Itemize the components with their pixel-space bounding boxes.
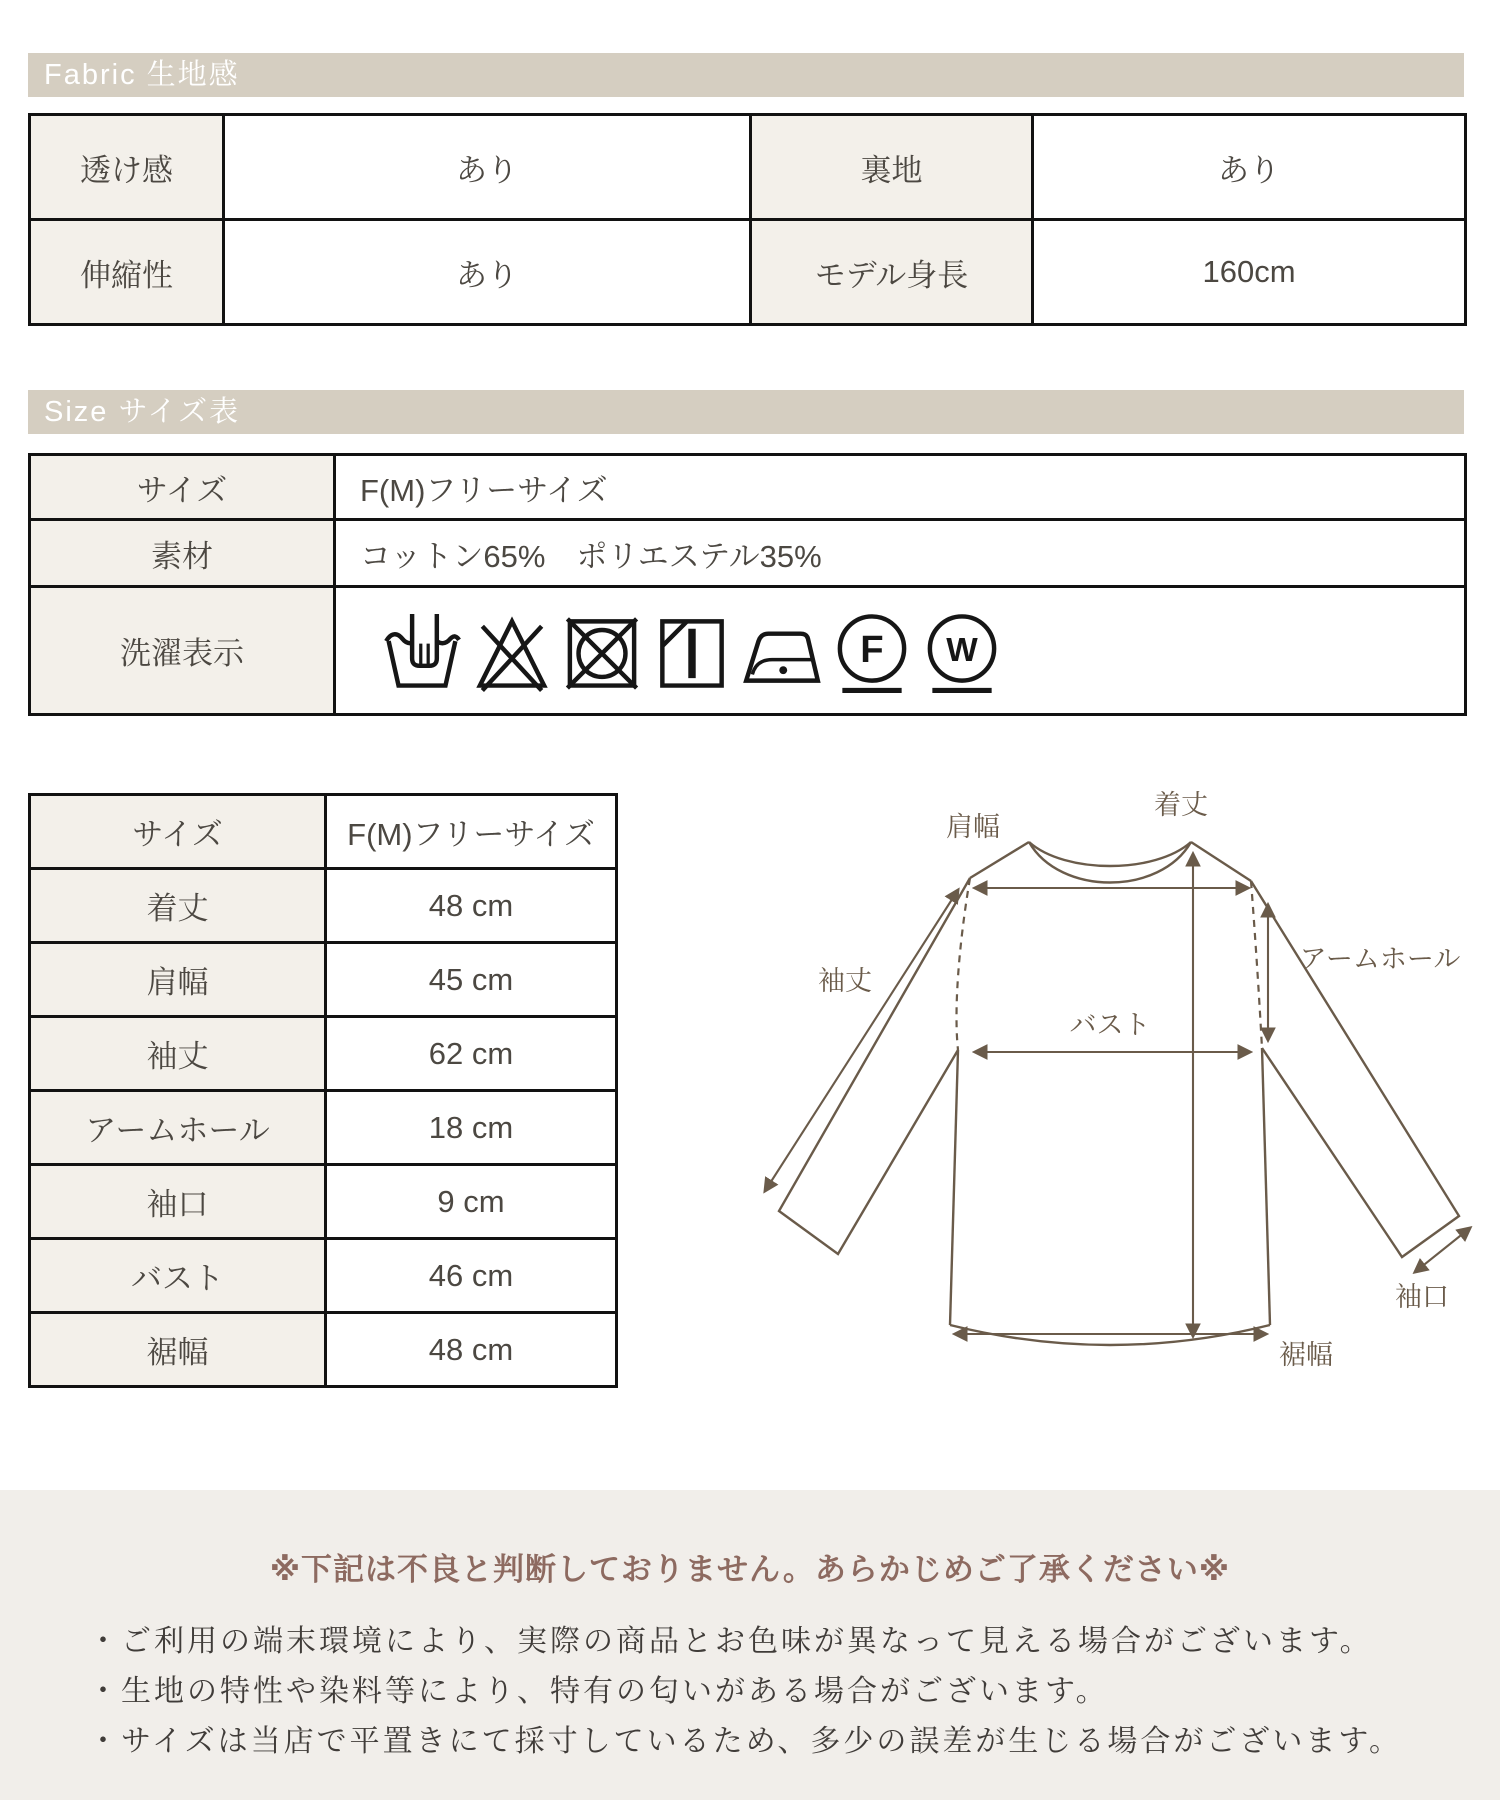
size-info-row <box>30 455 1466 520</box>
body-length-label: 着丈 <box>1154 790 1208 820</box>
measurement-label-cell: 袖口 <box>30 1165 326 1239</box>
measurement-value-cell: 9 cm <box>326 1165 617 1239</box>
measurement-row <box>30 1313 617 1387</box>
disclaimer-item: ・サイズは当店で平置きにて採寸しているため、多少の誤差が生じる場合がございます。 <box>88 1725 1402 1758</box>
measurement-table <box>28 793 618 1388</box>
fabric-table <box>28 113 1467 326</box>
measurement-value-cell: 45 cm <box>326 943 617 1017</box>
measurement-header-row <box>30 795 617 869</box>
measurement-value-cell: 62 cm <box>326 1017 617 1091</box>
measurement-label-cell: 袖丈 <box>30 1017 326 1091</box>
left-armhole-dashed <box>957 878 971 1050</box>
armhole-label: アームホール <box>1299 944 1461 974</box>
fabric-value-cell: あり <box>1033 115 1466 220</box>
sleeve-length-label: 袖丈 <box>818 966 872 996</box>
disclaimer-list <box>0 1617 1500 1767</box>
measurement-row <box>30 1165 617 1239</box>
svg-text:W: W <box>946 631 978 669</box>
garment-measurement-diagram <box>720 780 1490 1390</box>
size-info-label-cell: 素材 <box>30 520 335 587</box>
bust-label: バスト <box>1069 1010 1151 1040</box>
sleeve-length-arrow <box>765 890 958 1191</box>
fabric-label-cell: 透け感 <box>30 115 224 220</box>
disclaimer-title: ※下記は不良と判断しておりません。あらかじめご了承ください※ <box>269 1552 1231 1587</box>
fabric-section-header: Fabric 生地感 <box>28 53 1464 97</box>
care-symbols-row <box>30 587 1466 715</box>
care-symbols-cell <box>335 587 1466 715</box>
care-icon-strip <box>360 609 1463 693</box>
fabric-label-cell: 伸縮性 <box>30 220 224 325</box>
wet-clean-icon <box>920 609 1004 693</box>
disclaimer-item: ・生地の特性や染料等により、特有の匂いがある場合がございます。 <box>88 1675 1109 1708</box>
fabric-value-cell: あり <box>224 220 751 325</box>
size-info-label-cell: サイズ <box>30 455 335 520</box>
fabric-value-cell: あり <box>224 115 751 220</box>
right-armhole-dashed <box>1251 881 1262 1048</box>
measurement-label-cell: サイズ <box>30 795 326 869</box>
measurement-value-cell: 48 cm <box>326 1313 617 1387</box>
fabric-label-cell: 裏地 <box>751 115 1033 220</box>
measurement-label-cell: 裾幅 <box>30 1313 326 1387</box>
measurement-label-cell: 着丈 <box>30 869 326 943</box>
size-info-table <box>28 453 1467 716</box>
measurement-row <box>30 1017 617 1091</box>
diagram-labels <box>818 790 1460 1370</box>
size-info-label-cell: 洗濯表示 <box>30 587 335 715</box>
fabric-row <box>30 115 1466 220</box>
hand-wash-icon <box>380 609 464 693</box>
dry-clean-petroleum-icon <box>830 609 914 693</box>
measurement-value-cell: 46 cm <box>326 1239 617 1313</box>
measurement-row <box>30 943 617 1017</box>
measurement-label-cell: バスト <box>30 1239 326 1313</box>
measure-arrows <box>765 854 1470 1336</box>
disclaimer-section <box>0 1490 1500 1800</box>
measurement-row <box>30 1239 617 1313</box>
cuff-arrow <box>1415 1228 1470 1272</box>
line-dry-in-shade-icon <box>650 609 734 693</box>
measurement-value-cell: F(M)フリーサイズ <box>326 795 617 869</box>
disclaimer-item: ・ご利用の端末環境により、実際の商品とお色味が異なって見える場合がございます。 <box>88 1625 1373 1658</box>
size-info-value-cell: コットン65% ポリエステル35% <box>335 520 1466 587</box>
size-section-header: Size サイズ表 <box>28 390 1464 434</box>
measurement-value-cell: 18 cm <box>326 1091 617 1165</box>
hem-width-label: 裾幅 <box>1279 1340 1333 1370</box>
size-info-value-cell: F(M)フリーサイズ <box>335 455 1466 520</box>
iron-low-heat-icon <box>740 609 824 693</box>
measurement-row <box>30 1091 617 1165</box>
cuff-label: 袖口 <box>1395 1282 1449 1312</box>
measurement-row <box>30 869 617 943</box>
measurement-label-cell: 肩幅 <box>30 943 326 1017</box>
size-info-row <box>30 520 1466 587</box>
fabric-label-cell: モデル身長 <box>751 220 1033 325</box>
svg-text:F: F <box>860 627 884 671</box>
measurement-value-cell: 48 cm <box>326 869 617 943</box>
do-not-bleach-icon <box>470 609 554 693</box>
fabric-value-cell: 160cm <box>1033 220 1466 325</box>
shoulder-width-label: 肩幅 <box>946 812 1000 842</box>
garment-outline <box>779 842 1459 1345</box>
fabric-row <box>30 220 1466 325</box>
measurement-label-cell: アームホール <box>30 1091 326 1165</box>
do-not-tumble-dry-icon <box>560 609 644 693</box>
